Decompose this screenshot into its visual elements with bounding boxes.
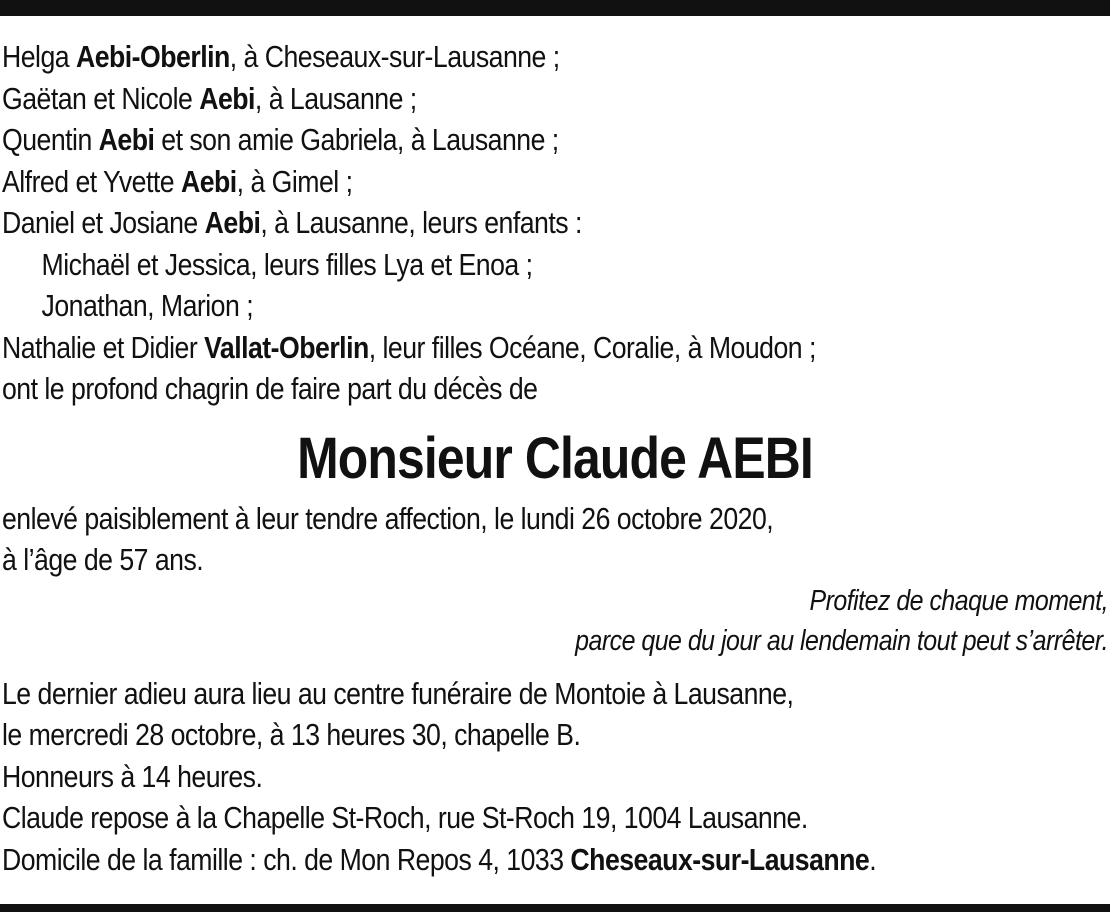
family-line-michael: Michaël et Jessica, leurs filles Lya et Enoa ;: [41, 246, 533, 282]
family-line-quentin: Quentin Aebi et son amie Gabriela, à Lausanne ;: [2, 122, 559, 157]
family-line-daniel: Daniel et Josiane Aebi, à Lausanne, leurs enfants :: [2, 205, 582, 240]
arrangement-line-2: le mercredi 28 octobre, à 13 heures 30, chapelle B.: [2, 717, 581, 752]
arrangement-line-4: Claude repose à la Chapelle St-Roch, rue St-Roch 19, 1004 Lausanne.: [2, 800, 808, 835]
quote-line-2: parce que du jour au lendemain tout peut s’arrêter.: [575, 624, 1108, 657]
passing-line-1: enlevé paisiblement à leur tendre affection, le lundi 26 octobre 2020,: [2, 500, 774, 536]
family-line-gaetan: Gaëtan et Nicole Aebi, à Lausanne ;: [2, 80, 417, 116]
deceased-name: Monsieur Claude AEBI: [297, 425, 813, 491]
quote-line-1: Profitez de chaque moment,: [809, 584, 1108, 617]
passing-line-2: à l’âge de 57 ans.: [2, 542, 204, 577]
arrangement-line-3: Honneurs à 14 heures.: [2, 758, 263, 794]
quote-block: [2, 581, 1108, 661]
top-rule: [0, 0, 1110, 16]
announcement-text: ont le profond chagrin de faire part du décès de: [2, 371, 538, 406]
domicile-line: Domicile de la famille : ch. de Mon Repos 4, 1033 Cheseaux-sur-Lausanne.: [2, 841, 877, 877]
arrangement-line-1: Le dernier adieu aura lieu au centre funéraire de Montoie à Lausanne,: [2, 675, 794, 711]
obituary-notice: [2, 36, 1108, 880]
family-line-helga: Helga Aebi-Oberlin, à Cheseaux-sur-Lausanne ;: [2, 39, 560, 74]
bottom-rule: [0, 904, 1110, 912]
arrangements-block: [2, 673, 1108, 881]
spacer: [2, 661, 1108, 673]
family-line-alfred: Alfred et Yvette Aebi, à Gimel ;: [2, 163, 353, 199]
family-line-jonathan: Jonathan, Marion ;: [41, 288, 254, 323]
family-list: [2, 36, 1108, 368]
family-line-nathalie: Nathalie et Didier Vallat-Oberlin, leur filles Océane, Coralie, à Moudon ;: [2, 329, 816, 365]
